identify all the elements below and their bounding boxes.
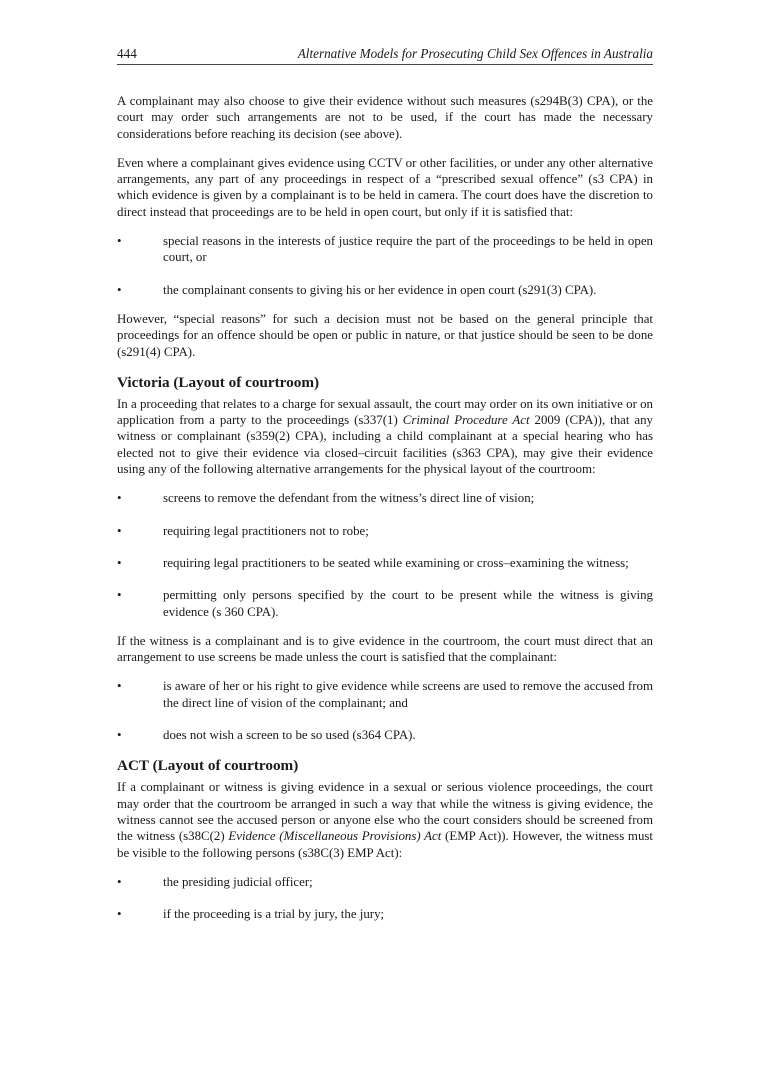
list-item: • if the proceeding is a trial by jury, the jury;: [117, 907, 385, 922]
paragraph-2: Even where a complainant gives evidence using CCTV or other facilities, or under any other alternative arrangements, any part of any proceedings in respect of a “prescribed sexual offence” (s3 CPA) in which evidence is given by a complainant is to be held in camera. The court does have the discretion to direct instead that proceedings are to be held in open court, but only if it is satisfied that:: [117, 155, 653, 219]
bullet-icon: •: [117, 907, 122, 922]
bullet-icon: •: [117, 588, 122, 603]
page-body: [117, 93, 653, 935]
bullet-icon: •: [117, 679, 122, 694]
bullet-list-3: [117, 678, 653, 743]
running-header: [117, 46, 653, 65]
act-name: Criminal Procedure Act: [402, 413, 530, 428]
paragraph-4: In a proceeding that relates to a charge for sexual assault, the court may order on its own initiative or on application from a party to the proceedings (s337(1) Criminal Procedure Act 2009 (CPA)), that any witness or complainant (s359(2) CPA), including a child complainant at a special hearing who has elected not to give their evidence via closed–circuit facilities (s363 CPA), may give their evidence using any of the following alternative arrangements for the physical layout of the courtroom:: [117, 396, 654, 477]
paragraph-1: A complainant may also choose to give their evidence without such measures (s294B(3) CPA), or the court may order such arrangements are not to be used, if the court has made the necessary considerations before reaching its decision (see above).: [117, 94, 653, 141]
bullet-list-2: [117, 490, 653, 619]
bullet-list-4: [117, 874, 653, 923]
list-item: • requiring legal practitioners to be seated while examining or cross–examining the witness;: [117, 555, 629, 570]
bullet-list-1: [117, 233, 653, 298]
list-item: • the presiding judicial officer;: [117, 874, 313, 889]
list-item: • the complainant consents to giving his or her evidence in open court (s291(3) CPA).: [117, 282, 597, 297]
act-name: Evidence (Miscellaneous Provisions) Act: [228, 829, 442, 844]
paragraph-6: If a complainant or witness is giving evidence in a sexual or serious violence proceedings, the court may order that the courtroom be arranged in such a way that while the witness is giving evidence, the witness cannot see the accused person or anyone else who the court considers should be screened from the witness (s38C(2) Evidence (Miscellaneous Provisions) Act (EMP Act)). However, the witness must be visible to the following persons (s38C(3) EMP Act):: [117, 780, 653, 860]
bullet-icon: •: [117, 491, 122, 506]
section-heading-act: ACT (Layout of courtroom): [117, 757, 299, 775]
list-item: • screens to remove the defendant from the witness’s direct line of vision;: [117, 491, 535, 506]
bullet-icon: •: [117, 282, 122, 297]
running-title: Alternative Models for Prosecuting Child Sex Offences in Australia: [297, 46, 653, 61]
page-number: 444: [117, 46, 137, 61]
list-item: • does not wish a screen to be so used (s364 CPA).: [117, 728, 416, 743]
paragraph-5: If the witness is a complainant and is to give evidence in the courtroom, the court must direct that an arrangement to use screens be made unless the court is satisfied that the complainant:: [117, 633, 653, 665]
list-item: • requiring legal practitioners not to robe;: [117, 523, 369, 538]
bullet-icon: •: [117, 874, 122, 889]
paragraph-3: However, “special reasons” for such a decision must not be based on the general principle that proceedings for an offence should be open or public in nature, or that justice should be seen to be done (s291(4) CPA).: [117, 311, 653, 359]
bullet-icon: •: [117, 234, 122, 249]
bullet-icon: •: [117, 555, 122, 570]
bullet-icon: •: [117, 728, 122, 743]
section-heading-victoria: Victoria (Layout of courtroom): [117, 373, 320, 391]
list-item: • is aware of her or his right to give evidence while screens are used to remove the accused from the direct line of vision of the complainant; and: [117, 679, 653, 710]
list-item: • special reasons in the interests of justice require the part of the proceedings to be held in open court, or: [117, 234, 653, 265]
list-item: • permitting only persons specified by the court to be present while the witness is giving evidence (s 360 CPA).: [117, 588, 653, 619]
bullet-icon: •: [117, 523, 122, 538]
